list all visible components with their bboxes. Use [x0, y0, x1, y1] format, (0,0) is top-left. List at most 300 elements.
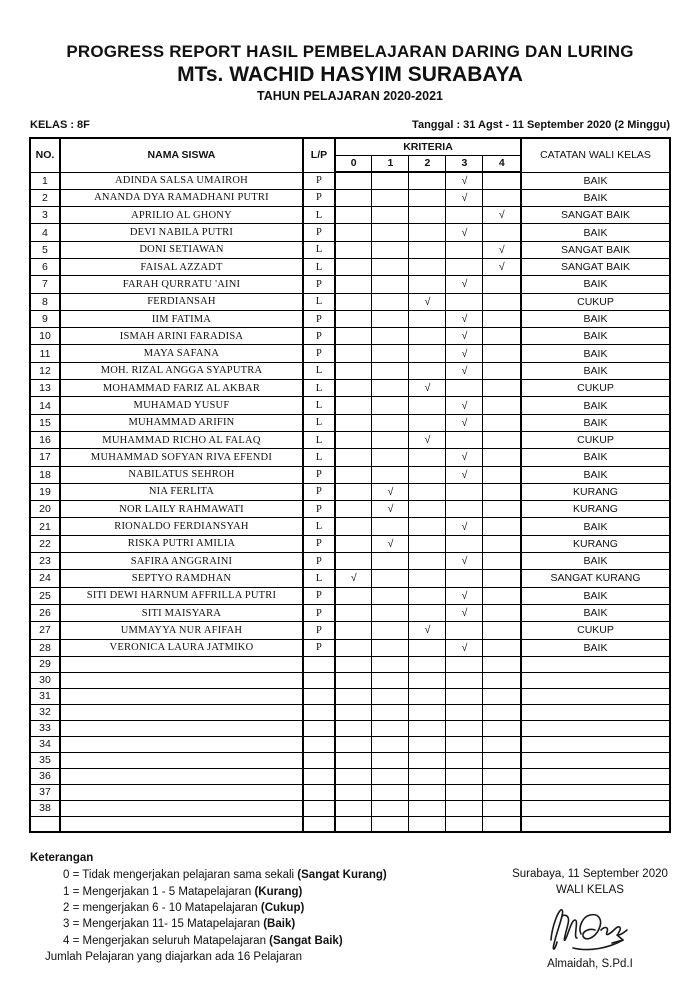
row-number: 4 — [30, 224, 60, 241]
student-name: IIM FATIMA — [60, 310, 303, 327]
row-number: 24 — [30, 570, 60, 587]
kriteria-checkmark: √ — [446, 604, 483, 621]
kriteria-cell — [372, 362, 409, 379]
gender-value: P — [303, 345, 335, 362]
student-row — [30, 483, 670, 500]
kriteria-cell — [372, 397, 409, 414]
student-row — [30, 466, 670, 483]
kriteria-cell — [372, 310, 409, 327]
catatan-value: KURANG — [521, 501, 670, 518]
row-number: 6 — [30, 258, 60, 275]
student-row — [30, 431, 670, 448]
kriteria-checkmark: √ — [335, 570, 372, 587]
kriteria-cell — [483, 501, 521, 518]
gender-value — [303, 688, 335, 704]
student-name: ISMAH ARINI FARADISA — [60, 328, 303, 345]
catatan-value: CUKUP — [521, 380, 670, 397]
gender-value: P — [303, 622, 335, 639]
row-number: 14 — [30, 397, 60, 414]
kriteria-cell — [483, 449, 521, 466]
kriteria-cell — [372, 224, 409, 241]
row-number: 36 — [30, 768, 60, 784]
gender-value — [303, 784, 335, 800]
kriteria-checkmark: √ — [446, 328, 483, 345]
kriteria-cell — [372, 380, 409, 397]
empty-row — [30, 736, 670, 752]
kriteria-cell — [446, 380, 483, 397]
student-name: MOH. RIZAL ANGGA SYAPUTRA — [60, 362, 303, 379]
catatan-value: SANGAT BAIK — [521, 241, 670, 258]
kriteria-cell — [372, 784, 409, 800]
kriteria-cell — [483, 414, 521, 431]
kriteria-cell — [335, 688, 372, 704]
keterangan-title: Keterangan — [30, 852, 94, 865]
gender-value: P — [303, 328, 335, 345]
kriteria-checkmark: √ — [409, 622, 446, 639]
row-number: 20 — [30, 501, 60, 518]
kriteria-cell — [483, 466, 521, 483]
school-name: MTs. WACHID HASYIM SURABAYA — [177, 63, 523, 86]
kriteria-cell — [409, 207, 446, 224]
gender-value: L — [303, 570, 335, 587]
signer-name: Almaidah, S.Pd.I — [547, 958, 633, 971]
kriteria-checkmark: √ — [409, 431, 446, 448]
catatan-value: CUKUP — [521, 431, 670, 448]
student-row — [30, 553, 670, 570]
gender-value: L — [303, 397, 335, 414]
student-name: NABILATUS SEHROH — [60, 466, 303, 483]
row-number: 26 — [30, 604, 60, 621]
kriteria-cell — [372, 622, 409, 639]
kriteria-checkmark: √ — [446, 276, 483, 293]
kriteria-cell — [409, 535, 446, 552]
kriteria-cell — [372, 672, 409, 688]
student-name — [60, 768, 303, 784]
row-number: 17 — [30, 449, 60, 466]
kriteria-cell — [483, 768, 521, 784]
kriteria-cell — [483, 276, 521, 293]
student-row — [30, 535, 670, 552]
gender-value — [303, 736, 335, 752]
kriteria-cell — [483, 704, 521, 720]
kriteria-cell — [335, 604, 372, 621]
kriteria-cell — [409, 172, 446, 189]
kriteria-cell — [409, 449, 446, 466]
keterangan-grade: (Sangat Baik) — [269, 934, 343, 947]
row-number: 8 — [30, 293, 60, 310]
catatan-value: BAIK — [521, 224, 670, 241]
kriteria-cell — [483, 784, 521, 800]
kriteria-cell — [372, 553, 409, 570]
student-row — [30, 518, 670, 535]
kriteria-cell — [409, 414, 446, 431]
student-row — [30, 587, 670, 604]
gender-value: L — [303, 293, 335, 310]
kriteria-cell — [483, 800, 521, 816]
row-number: 23 — [30, 553, 60, 570]
kriteria-checkmark: √ — [446, 189, 483, 206]
student-name — [60, 656, 303, 672]
kriteria-cell — [409, 752, 446, 768]
gender-value: P — [303, 466, 335, 483]
kriteria-checkmark: √ — [446, 172, 483, 189]
catatan-value: BAIK — [521, 553, 670, 570]
catatan-value: BAIK — [521, 639, 670, 656]
student-name: MAYA SAFANA — [60, 345, 303, 362]
gender-value: P — [303, 276, 335, 293]
kriteria-cell — [335, 656, 372, 672]
row-number: 33 — [30, 720, 60, 736]
student-row — [30, 241, 670, 258]
row-number: 19 — [30, 483, 60, 500]
school-year: TAHUN PELAJARAN 2020-2021 — [257, 89, 443, 103]
gender-value: P — [303, 224, 335, 241]
empty-row — [30, 656, 670, 672]
catatan-value: KURANG — [521, 483, 670, 500]
kriteria-cell — [409, 189, 446, 206]
gender-value: P — [303, 587, 335, 604]
kriteria-cell — [409, 768, 446, 784]
catatan-value: BAIK — [521, 362, 670, 379]
kriteria-cell — [372, 816, 409, 832]
row-number: 25 — [30, 587, 60, 604]
gender-value: P — [303, 501, 335, 518]
kriteria-cell — [409, 672, 446, 688]
row-number: 32 — [30, 704, 60, 720]
student-name: FAISAL AZZADT — [60, 258, 303, 275]
title-block — [0, 0, 700, 104]
kriteria-cell — [446, 622, 483, 639]
col-header-no: NO. — [30, 138, 60, 172]
student-row — [30, 604, 670, 621]
row-number: 29 — [30, 656, 60, 672]
kriteria-cell — [483, 816, 521, 832]
kriteria-cell — [446, 570, 483, 587]
kriteria-cell — [446, 752, 483, 768]
row-number: 22 — [30, 535, 60, 552]
col-header-nama-siswa: NAMA SISWA — [60, 138, 303, 172]
row-number: 5 — [30, 241, 60, 258]
kriteria-cell — [335, 639, 372, 656]
student-row — [30, 380, 670, 397]
kriteria-cell — [335, 414, 372, 431]
keterangan-grade: (Sangat Kurang) — [297, 869, 387, 882]
kriteria-cell — [409, 224, 446, 241]
empty-row — [30, 768, 670, 784]
row-number: 13 — [30, 380, 60, 397]
kriteria-cell — [483, 518, 521, 535]
kriteria-cell — [409, 604, 446, 621]
kriteria-cell — [409, 553, 446, 570]
kriteria-level-1: 1 — [372, 155, 409, 172]
student-row — [30, 501, 670, 518]
kriteria-cell — [335, 720, 372, 736]
kriteria-cell — [372, 258, 409, 275]
row-number: 31 — [30, 688, 60, 704]
table-header — [30, 138, 670, 172]
kriteria-cell — [335, 704, 372, 720]
kriteria-cell — [409, 483, 446, 500]
student-name: MUHAMMAD SOFYAN RIVA EFENDI — [60, 449, 303, 466]
kriteria-level-2: 2 — [409, 155, 446, 172]
empty-row — [30, 720, 670, 736]
kriteria-cell — [335, 293, 372, 310]
catatan-value — [521, 736, 670, 752]
catatan-value: BAIK — [521, 604, 670, 621]
kriteria-cell — [335, 784, 372, 800]
kriteria-cell — [372, 293, 409, 310]
catatan-value: BAIK — [521, 587, 670, 604]
empty-row — [30, 672, 670, 688]
keterangan-text: 1 = Mengerjakan 1 - 5 Matapelajaran — [63, 885, 255, 898]
role-label: WALI KELAS — [556, 884, 624, 897]
catatan-value — [521, 768, 670, 784]
kriteria-cell — [483, 431, 521, 448]
catatan-value — [521, 784, 670, 800]
gender-value: P — [303, 310, 335, 327]
kriteria-cell — [372, 800, 409, 816]
report-title: PROGRESS REPORT HASIL PEMBELAJARAN DARING DAN LURING — [66, 42, 634, 61]
catatan-value: BAIK — [521, 345, 670, 362]
keterangan-text: 4 = Mengerjakan seluruh Matapelajaran — [63, 934, 270, 947]
gender-value: L — [303, 449, 335, 466]
col-header-lp: L/P — [303, 138, 335, 172]
kriteria-cell — [335, 518, 372, 535]
gender-value: P — [303, 189, 335, 206]
col-header-catatan: CATATAN WALI KELAS — [521, 138, 670, 172]
kriteria-level-0: 0 — [335, 155, 372, 172]
student-row — [30, 310, 670, 327]
kriteria-cell — [372, 604, 409, 621]
kriteria-cell — [409, 656, 446, 672]
student-name: DEVI NABILA PUTRI — [60, 224, 303, 241]
kriteria-cell — [335, 207, 372, 224]
kriteria-cell — [409, 328, 446, 345]
student-name: APRILIO AL GHONY — [60, 207, 303, 224]
kriteria-cell — [483, 328, 521, 345]
kriteria-cell — [446, 688, 483, 704]
student-name — [60, 672, 303, 688]
kriteria-cell — [483, 535, 521, 552]
kriteria-checkmark: √ — [446, 518, 483, 535]
kriteria-cell — [446, 720, 483, 736]
gender-value — [303, 656, 335, 672]
kriteria-cell — [335, 328, 372, 345]
student-row — [30, 397, 670, 414]
gender-value: P — [303, 535, 335, 552]
kriteria-cell — [446, 784, 483, 800]
keterangan-grade: (Baik) — [263, 918, 296, 931]
kriteria-checkmark: √ — [446, 553, 483, 570]
row-number: 16 — [30, 431, 60, 448]
student-name — [60, 800, 303, 816]
gender-value: L — [303, 518, 335, 535]
row-number: 38 — [30, 800, 60, 816]
kriteria-cell — [372, 207, 409, 224]
row-number: 2 — [30, 189, 60, 206]
row-number: 28 — [30, 639, 60, 656]
catatan-value — [521, 720, 670, 736]
kriteria-cell — [372, 172, 409, 189]
catatan-value — [521, 816, 670, 832]
kriteria-cell — [335, 553, 372, 570]
row-number: 9 — [30, 310, 60, 327]
kriteria-cell — [446, 258, 483, 275]
kriteria-cell — [335, 241, 372, 258]
gender-value: L — [303, 241, 335, 258]
kriteria-cell — [335, 310, 372, 327]
row-number: 18 — [30, 466, 60, 483]
kriteria-cell — [409, 345, 446, 362]
student-name: NIA FERLITA — [60, 483, 303, 500]
empty-row — [30, 704, 670, 720]
kriteria-cell — [335, 466, 372, 483]
student-name: MUHAMMAD RICHO AL FALAQ — [60, 431, 303, 448]
kriteria-cell — [335, 736, 372, 752]
empty-row — [30, 800, 670, 816]
kriteria-checkmark: √ — [446, 466, 483, 483]
student-name: UMMAYYA NUR AFIFAH — [60, 622, 303, 639]
gender-value: P — [303, 172, 335, 189]
col-header-kriteria: KRITERIA — [335, 138, 521, 155]
kriteria-cell — [409, 501, 446, 518]
student-row — [30, 622, 670, 639]
gender-value: L — [303, 414, 335, 431]
student-row — [30, 328, 670, 345]
kriteria-checkmark: √ — [446, 397, 483, 414]
kriteria-cell — [409, 736, 446, 752]
catatan-value: BAIK — [521, 189, 670, 206]
kriteria-cell — [409, 362, 446, 379]
catatan-value: BAIK — [521, 328, 670, 345]
empty-row — [30, 784, 670, 800]
kriteria-cell — [372, 518, 409, 535]
row-number: 35 — [30, 752, 60, 768]
student-name — [60, 704, 303, 720]
student-row — [30, 414, 670, 431]
student-name: ANANDA DYA RAMADHANI PUTRI — [60, 189, 303, 206]
kriteria-cell — [446, 293, 483, 310]
catatan-value: SANGAT BAIK — [521, 207, 670, 224]
kriteria-cell — [483, 293, 521, 310]
kriteria-cell — [335, 345, 372, 362]
kriteria-cell — [335, 816, 372, 832]
kriteria-cell — [483, 380, 521, 397]
kriteria-cell — [372, 768, 409, 784]
kriteria-checkmark: √ — [409, 380, 446, 397]
student-name: MUHAMMAD ARIFIN — [60, 414, 303, 431]
kriteria-cell — [483, 656, 521, 672]
row-number: 3 — [30, 207, 60, 224]
kriteria-cell — [372, 345, 409, 362]
keterangan-text: 3 = Mengerjakan 11- 15 Matapelajaran — [63, 918, 264, 931]
kriteria-cell — [335, 587, 372, 604]
student-name — [60, 688, 303, 704]
student-name — [60, 784, 303, 800]
kriteria-cell — [409, 518, 446, 535]
student-row — [30, 570, 670, 587]
kriteria-cell — [409, 397, 446, 414]
student-row — [30, 189, 670, 206]
kriteria-checkmark: √ — [446, 345, 483, 362]
gender-value: L — [303, 431, 335, 448]
kriteria-cell — [335, 189, 372, 206]
gender-value: L — [303, 207, 335, 224]
kriteria-cell — [335, 380, 372, 397]
kriteria-checkmark: √ — [446, 449, 483, 466]
catatan-value — [521, 704, 670, 720]
jumlah-pelajaran-note: Jumlah Pelajaran yang diajarkan ada 16 Pelajaran — [45, 950, 303, 963]
kriteria-cell — [409, 784, 446, 800]
student-name: SITI MAISYARA — [60, 604, 303, 621]
student-row — [30, 293, 670, 310]
kriteria-cell — [446, 736, 483, 752]
kriteria-cell — [372, 720, 409, 736]
kriteria-cell — [335, 501, 372, 518]
kriteria-cell — [372, 704, 409, 720]
gender-value — [303, 800, 335, 816]
signature-block — [465, 866, 700, 972]
student-name: ADINDA SALSA UMAIROH — [60, 172, 303, 189]
keterangan-text: 0 = Tidak mengerjakan pelajaran sama sekali — [63, 869, 298, 882]
empty-row — [30, 688, 670, 704]
date-range-label: Tanggal : 31 Agst - 11 September 2020 (2 Minggu) — [412, 119, 670, 131]
kriteria-cell — [446, 816, 483, 832]
row-number — [30, 816, 60, 832]
row-number: 37 — [30, 784, 60, 800]
student-name: FERDIANSAH — [60, 293, 303, 310]
row-number: 1 — [30, 172, 60, 189]
kriteria-cell — [372, 431, 409, 448]
kriteria-cell — [483, 604, 521, 621]
kriteria-cell — [409, 800, 446, 816]
kriteria-cell — [409, 310, 446, 327]
kriteria-cell — [372, 639, 409, 656]
kriteria-cell — [335, 768, 372, 784]
student-name: SEPTYO RAMDHAN — [60, 570, 303, 587]
place-date: Surabaya, 11 September 2020 — [512, 868, 668, 881]
kriteria-cell — [409, 816, 446, 832]
gender-value: P — [303, 483, 335, 500]
catatan-value — [521, 752, 670, 768]
catatan-value: BAIK — [521, 414, 670, 431]
kriteria-checkmark: √ — [446, 224, 483, 241]
kriteria-cell — [372, 656, 409, 672]
student-name: MOHAMMAD FARIZ AL AKBAR — [60, 380, 303, 397]
kriteria-cell — [335, 224, 372, 241]
student-name — [60, 720, 303, 736]
gender-value: P — [303, 639, 335, 656]
kriteria-cell — [372, 736, 409, 752]
catatan-value: BAIK — [521, 172, 670, 189]
keterangan-text: 2 = mengerjakan 6 - 10 Matapelajaran — [63, 901, 261, 914]
kriteria-cell — [335, 535, 372, 552]
kriteria-cell — [372, 189, 409, 206]
row-number: 34 — [30, 736, 60, 752]
kriteria-cell — [335, 362, 372, 379]
kriteria-cell — [446, 672, 483, 688]
kriteria-cell — [483, 397, 521, 414]
student-row — [30, 449, 670, 466]
gender-value: P — [303, 604, 335, 621]
kriteria-checkmark: √ — [483, 207, 521, 224]
gender-value — [303, 768, 335, 784]
kriteria-cell — [483, 639, 521, 656]
kriteria-cell — [409, 276, 446, 293]
kriteria-checkmark: √ — [372, 535, 409, 552]
kriteria-checkmark: √ — [446, 639, 483, 656]
empty-row — [30, 816, 670, 832]
